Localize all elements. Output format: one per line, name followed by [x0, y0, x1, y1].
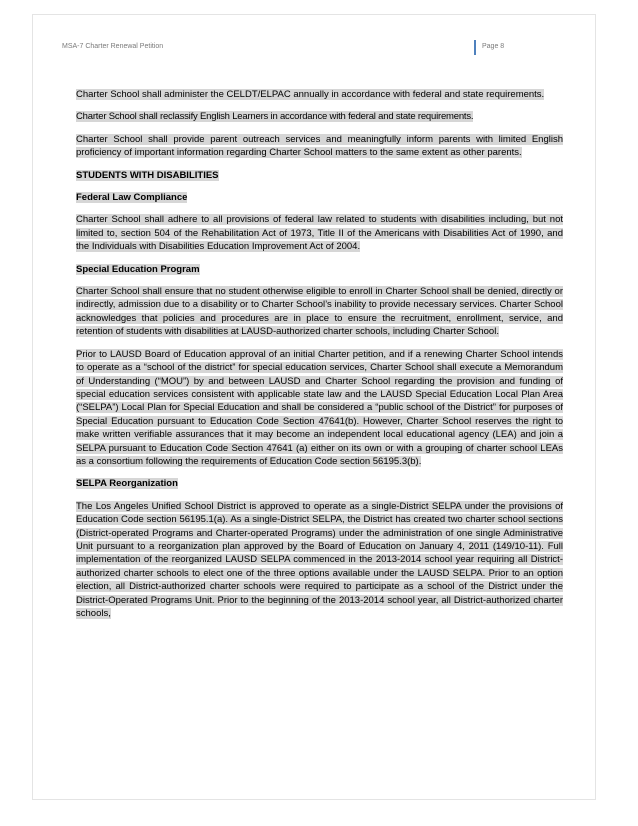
paragraph [76, 213, 563, 253]
subsection-heading-text: Special Education Program [76, 263, 200, 275]
section-heading-text: STUDENTS WITH DISABILITIES [76, 169, 219, 181]
subsection-heading [76, 191, 563, 204]
paragraph [76, 348, 563, 469]
paragraph-text: Charter School shall adhere to all provisions of federal law related to students with disabilities including, but not limited to, section 504 of the Rehabilitation Act of 1973, Title II of the Americans with Disabilities Act of 1990, and the Individuals with Disabilities Education Improvement Act of 2004. [76, 214, 563, 253]
paragraph [76, 133, 563, 160]
paragraph-text: Charter School shall administer the CELDT/ELPAC annually in accordance with federal and state requirements. [76, 89, 545, 100]
paragraph [76, 110, 563, 123]
page-number: Page 8 [482, 43, 505, 50]
paragraph [76, 88, 563, 101]
paragraph [76, 500, 563, 621]
header-divider [474, 40, 476, 55]
paragraph-text: Charter School shall reclassify English Learners in accordance with federal and state requirements. [76, 111, 474, 123]
paragraph-text: Prior to LAUSD Board of Education approval of an initial Charter petition, and if a renewing Charter School intends to operate as a “school of the district” for special education services, Charter School shall execute a Memorandum of Understanding (“MOU”) by and between LAUSD and Charter School regarding the provision and funding of special education services consistent with applicable state law and the LAUSD Special Education Local Plan Area (“SELPA”) Local Plan for Special Education and shall be considered a “public school of the District” for purposes of Special Education pursuant to Education Code Section 47641(b). However, Charter School reserves the right to make written verifiable assurances that it may become an independent local educational agency (LEA) and join a SELPA pursuant to Education Code Section 47641 (a) either on its own or with a grouping of charter school LEAs as a consortium following the requirements of Education Code section 56195.3(b). [76, 348, 563, 467]
paragraph [76, 285, 563, 339]
section-heading [76, 169, 563, 182]
paragraph-text: Charter School shall provide parent outreach services and meaningfully inform parents with limited English proficiency of important information regarding Charter School matters to the same extent as other parents. [76, 133, 563, 159]
subsection-heading [76, 263, 563, 276]
header-title: MSA-7 Charter Renewal Petition [62, 43, 164, 50]
subsection-heading-text: Federal Law Compliance [76, 192, 188, 204]
paragraph-text: The Los Angeles Unified School District is approved to operate as a single-District SELPA under the provisions of Education Code section 56195.1(a). As a single-District SELPA, the District has created two charter school sections (District-operated Programs and Charter-operated Programs) under the administration of one single Administrative Unit pursuant to a reorganization plan approved by the Board of Education on January 4, 2011 (149/10-11). Full implementation of the reorganized LAUSD SELPA commenced in the 2013-2014 school year requiring all District-authorized charter schools to elect one of the three options available under the LAUSD SELPA. Prior to an option election, all District-authorized charter schools were required to participate as a school of the District under the District-Operated Programs Unit. Prior to the beginning of the 2013-2014 school year, all District-authorized charter schools, [76, 500, 563, 619]
subsection-heading-text: SELPA Reorganization [76, 478, 178, 490]
subsection-heading [76, 477, 563, 490]
page-header [62, 40, 532, 56]
document-body [76, 88, 563, 629]
paragraph-text: Charter School shall ensure that no student otherwise eligible to enroll in Charter School shall be denied, directly or indirectly, admission due to a disability or to Charter School’s inability to provide necessary services. Charter School acknowledges that policies and procedures are in place to ensure the recruitment, enrollment, service, and retention of students with disabilities at LAUSD-authorized charter schools, including Charter School. [76, 286, 563, 338]
